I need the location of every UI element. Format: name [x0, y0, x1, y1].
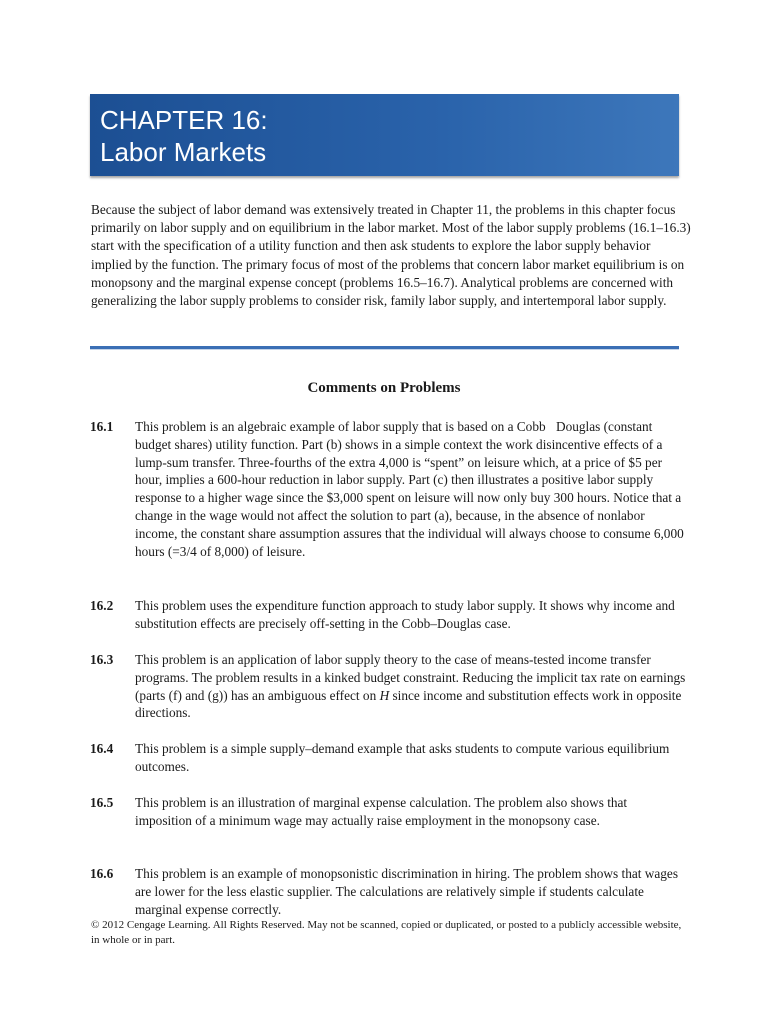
problem-number: 16.4	[90, 741, 114, 756]
section-heading: Comments on Problems	[307, 380, 461, 396]
problem-text-italic: H	[379, 687, 390, 703]
problem-text: This problem is an algebraic example of labor supply that is based on a Cobb Douglas (constant budget shares) utility function. Part (b) shows in a simple context the work disincentive effects of a lump-sum transfer. Three-fourths of the extra 4,000 is “spent” on leisure which, at a price of $5 per hour, implies a 600-hour reduction in labor supply. Part (c) then illustrates a positive labor supply response to a higher wage since the $3,000 spent on leisure will now only buy 300 hours. Notice that a change in the wage would not affect the solution to part (a), because, in the absence of nonlabor income, the constant share assumption assures that the individual will always choose to consume 6,000 hours (=3/4 of 8,000) of leisure.	[135, 419, 684, 559]
problem-number: 16.5	[90, 795, 114, 810]
problem-text: This problem is an example of monopsonistic discrimination in hiring. The problem shows that wages are lower for the less elastic supplier. The calculations are relatively simple if students calculate marginal expense correctly.	[135, 866, 678, 917]
chapter-subtitle: Labor Markets	[100, 137, 267, 167]
problem-text-before: This problem is an application of labor supply theory to the case of means-tested income transfer programs. The problem results in a kinked budget constraint. Reducing the implicit tax rate on earnings (parts (f) and (g)) has an ambiguous effect on	[135, 652, 686, 703]
problem-text: This problem is a simple supply–demand example that asks students to compute various equilibrium outcomes.	[135, 741, 670, 774]
problem-number: 16.6	[90, 866, 114, 881]
chapter-banner	[90, 94, 679, 176]
problem-text: This problem uses the expenditure function approach to study labor supply. It shows why income and substitution effects are precisely off-setting in the Cobb–Douglas case.	[135, 598, 675, 631]
problem-number: 16.3	[90, 652, 114, 667]
problem-number: 16.2	[90, 598, 114, 613]
copyright-footer: © 2012 Cengage Learning. All Rights Reserved. May not be scanned, copied or duplicated, or posted to a publicly accessible website, in whole or in part.	[91, 919, 682, 946]
problem-text	[135, 651, 687, 722]
problem-number: 16.1	[90, 419, 114, 434]
problem-text-after: since income and substitution effects work in opposite directions.	[135, 687, 682, 721]
problem-text: This problem is an illustration of marginal expense calculation. The problem also shows that imposition of a minimum wage may actually raise employment in the monopsony case.	[135, 795, 628, 828]
chapter-title: CHAPTER 16:	[100, 105, 268, 135]
intro-paragraph: Because the subject of labor demand was extensively treated in Chapter 11, the problems in this chapter focus primarily on labor supply and on equilibrium in the labor market. Most of the labor supply problems (16.1–16.3) start with the specification of a utility function and then ask students to explore the labor supply behavior implied by the function. The primary focus of most of the problems that concern labor market equilibrium is on monopsony and the marginal expense concept (problems 16.5–16.7). Analytical problems are concerned with generalizing the labor supply problems to consider risk, family labor supply, and intertemporal labor supply.	[91, 202, 691, 309]
section-divider	[90, 346, 679, 350]
